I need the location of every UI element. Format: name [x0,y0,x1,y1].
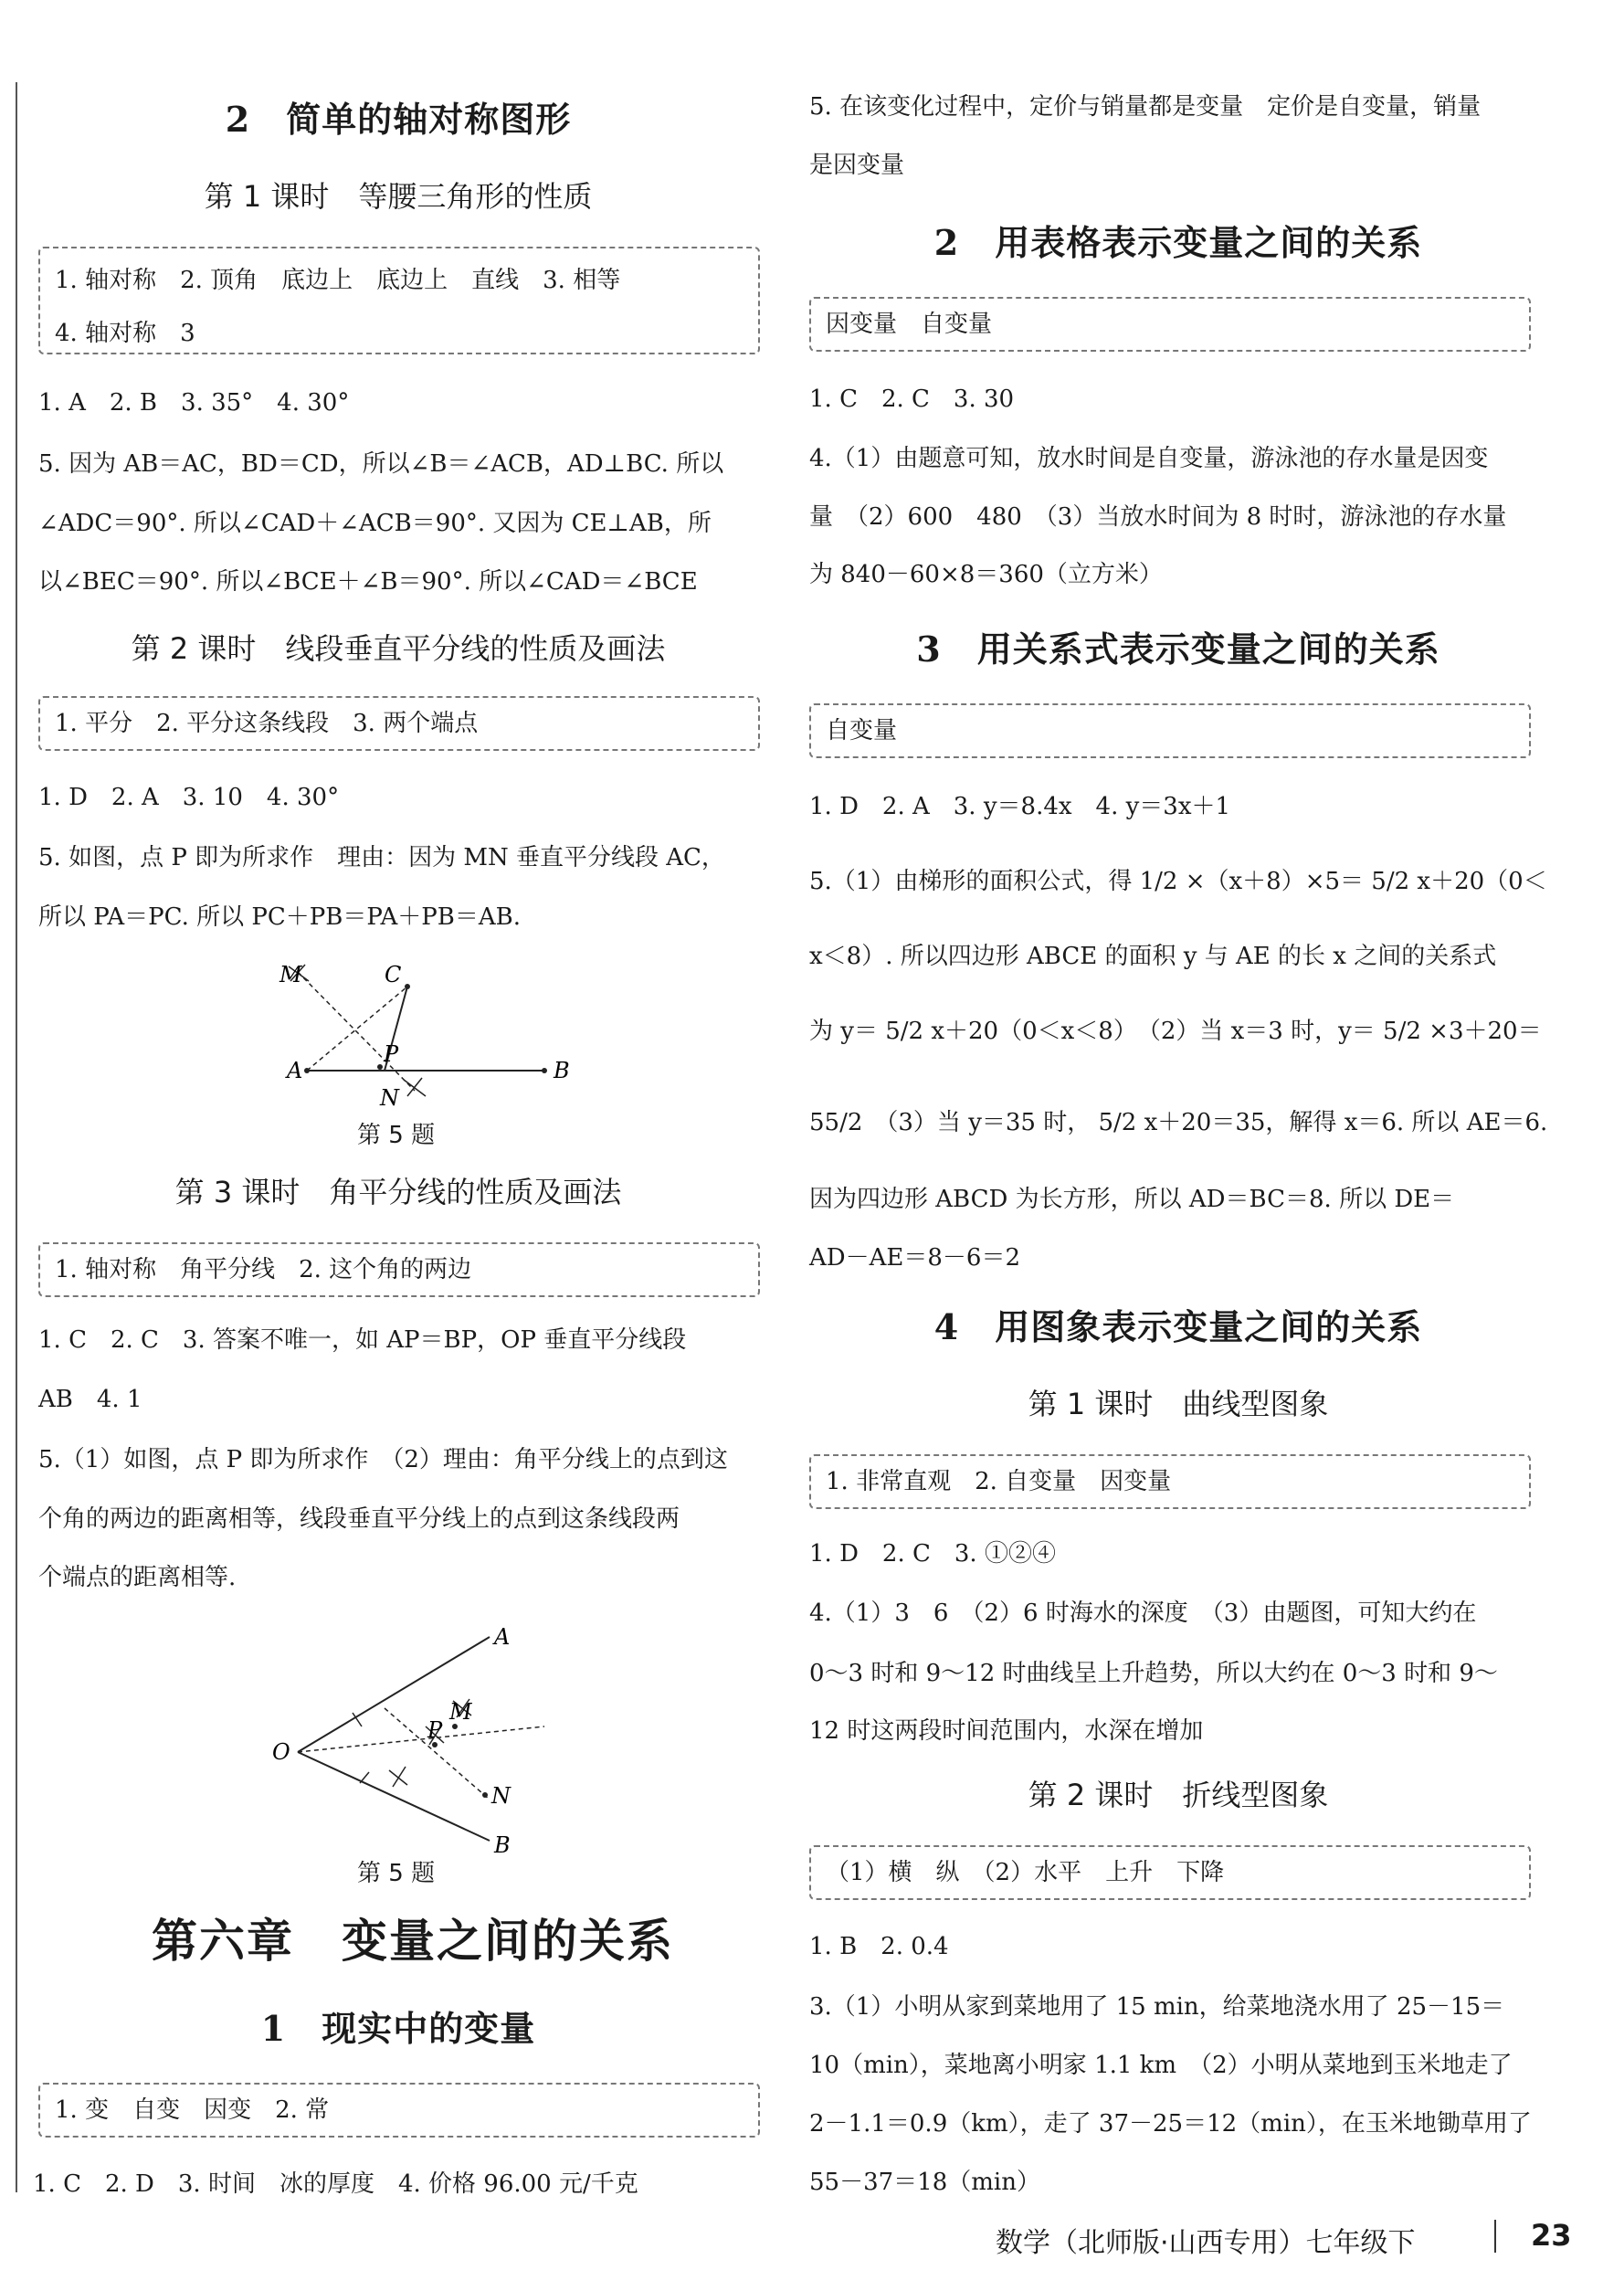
answer-line: 2－1.1＝0.9（km），走了 37－25＝12（min），在玉米地锄草用了 [809,2110,1532,2138]
answer-line: x＜8）. 所以四边形 ABCE 的面积 y 与 AE 的长 x 之间的关系式 [809,943,1497,970]
lesson-title: 第 1 课时 等腰三角形的性质 [204,179,593,214]
box-line: 1. 轴对称 2. 顶角 底边上 底边上 直线 3. 相等 [55,267,621,294]
answer-line: 以∠BEC＝90°. 所以∠BCE＋∠B＝90°. 所以∠CAD＝∠BCE [38,568,698,596]
answer-line: 4.（1）由题意可知，放水时间是自变量，游泳池的存水量是因变 [809,445,1489,472]
answer-line: 因为四边形 ABCD 为长方形，所以 AD＝BC＝8. 所以 DE＝ [809,1186,1455,1213]
lesson-title: 第 2 课时 折线型图象 [1028,1778,1329,1812]
section-title: 3 用关系式表示变量之间的关系 [916,628,1440,670]
figure-caption: 第 5 题 [357,1122,436,1149]
answer-line: 量 （2）600 480 （3）当放水时间为 8 时时，游泳池的存水量 [809,503,1507,531]
label-c: C [385,962,402,987]
answer-box [38,696,760,751]
section-title: 4 用图象表示变量之间的关系 [933,1306,1423,1347]
answer-box [809,703,1531,758]
box-line: 1. 变 自变 因变 2. 常 [55,2096,330,2124]
answer-line: 是因变量 [809,152,905,179]
answer-line: 1. C 2. D 3. 时间 冰的厚度 4. 价格 96.00 元/千克 [33,2170,638,2198]
box-line: 1. 轴对称 角平分线 2. 这个角的两边 [55,1256,472,1283]
answer-line: 0～3 时和 9～12 时曲线呈上升趋势，所以大约在 0～3 时和 9～ [809,1660,1498,1687]
answer-line: 10（min），菜地离小明家 1.1 km （2）小明从菜地到玉米地走了 [809,2052,1513,2079]
answer-line: 3.（1）小明从家到菜地用了 15 min，给菜地浇水用了 25－15＝ [809,1993,1505,2021]
answer-box [809,297,1531,352]
label-m: M [449,1699,472,1725]
answer-line: 1. D 2. A 3. 10 4. 30° [38,784,340,811]
label-n: N [380,1085,399,1111]
answer-box [38,1242,760,1297]
answer-line: 个角的两边的距离相等，线段垂直平分线上的点到这条线段两 [38,1505,680,1533]
answer-line: 为 840－60×8＝360（立方米） [809,561,1163,588]
box-line: 1. 非常直观 2. 自变量 因变量 [826,1468,1172,1495]
label-a: A [287,1058,303,1083]
label-p: P [384,1041,399,1067]
answer-line: 1. C 2. C 3. 30 [809,385,1015,413]
section-title: 2 简单的轴对称图形 [225,99,572,140]
label-o: O [272,1739,290,1765]
footer-separator [1494,2220,1496,2253]
answer-box [38,247,760,354]
answer-line: 4.（1）3 6 （2）6 时海水的深度 （3）由题图，可知大约在 [809,1599,1477,1627]
answer-box [38,2083,760,2138]
answer-line: 所以 PA＝PC. 所以 PC＋PB＝PA＋PB＝AB. [38,903,522,931]
label-b: B [494,1832,511,1854]
answer-line: 1. C 2. C 3. 答案不唯一，如 AP＝BP，OP 垂直平分线段 [38,1326,687,1354]
label-n: N [491,1783,511,1809]
answer-line: 1. B 2. 0.4 [809,1933,949,1960]
answer-line: 12 时这两段时间范围内，水深在增加 [809,1717,1204,1745]
answer-line: 5. 因为 AB＝AC，BD＝CD，所以∠B＝∠ACB，AD⊥BC. 所以 [38,450,724,478]
left-margin-rule [16,82,17,2192]
box-line: 自变量 [826,717,898,744]
answer-line: 1. D 2. A 3. y＝8.4x 4. y＝3x＋1 [809,793,1231,820]
footer-book-title: 数学（北师版·山西专用）七年级下 [996,2227,1416,2259]
figure-caption: 第 5 题 [357,1860,436,1887]
answer-box [809,1845,1531,1900]
answer-box [809,1454,1531,1509]
section-title: 2 用表格表示变量之间的关系 [933,222,1423,263]
label-m: M [279,962,302,987]
answer-line: 5.（1）由梯形的面积公式，得 1/2 ×（x＋8）×5＝ 5/2 x＋20（0＜ [809,868,1547,895]
figure-perpendicular-bisector [243,959,608,1124]
label-b: B [554,1058,570,1083]
answer-line: 为 y＝ 5/2 x＋20（0＜x＜8） （2）当 x＝3 时，y＝ 5/2 ×3＋20＝ [809,1018,1542,1045]
figure-angle-bisector [261,1617,590,1854]
answer-line: ∠ADC＝90°. 所以∠CAD＋∠ACB＝90°. 又因为 CE⊥AB，所 [38,510,712,537]
answer-line: 55－37＝18（min） [809,2169,1040,2196]
label-a: A [494,1624,511,1650]
page-number: 23 [1531,2218,1572,2253]
section-title: 1 现实中的变量 [260,2008,536,2049]
answer-line: 1. A 2. B 3. 35° 4. 30° [38,389,350,417]
answer-line: 个端点的距离相等. [38,1564,237,1591]
box-line: 4. 轴对称 3 [55,320,195,347]
answer-line: 1. D 2. C 3. ①②④ [809,1540,1056,1568]
answer-line: 5. 在该变化过程中，定价与销量都是变量 定价是自变量，销量 [809,93,1482,121]
box-line: 1. 平分 2. 平分这条线段 3. 两个端点 [55,710,479,737]
answer-line: AD－AE＝8－6＝2 [809,1244,1021,1272]
answer-line: 5.（1）如图，点 P 即为所求作 （2）理由：角平分线上的点到这 [38,1446,728,1473]
lesson-title: 第 3 课时 角平分线的性质及画法 [174,1175,622,1209]
chapter-title: 第六章 变量之间的关系 [152,1915,674,1968]
answer-line: AB 4. 1 [38,1386,142,1413]
label-p: P [427,1717,443,1743]
box-line: 因变量 自变量 [826,311,993,338]
lesson-title: 第 2 课时 线段垂直平分线的性质及画法 [131,631,666,666]
answer-line: 5. 如图，点 P 即为所求作 理由：因为 MN 垂直平分线段 AC， [38,844,725,871]
lesson-title: 第 1 课时 曲线型图象 [1028,1387,1329,1421]
box-line: （1）横 纵 （2）水平 上升 下降 [826,1859,1225,1886]
answer-line: 55/2 （3）当 y＝35 时， 5/2 x＋20＝35，解得 x＝6. 所以 AE＝6. [809,1109,1548,1136]
